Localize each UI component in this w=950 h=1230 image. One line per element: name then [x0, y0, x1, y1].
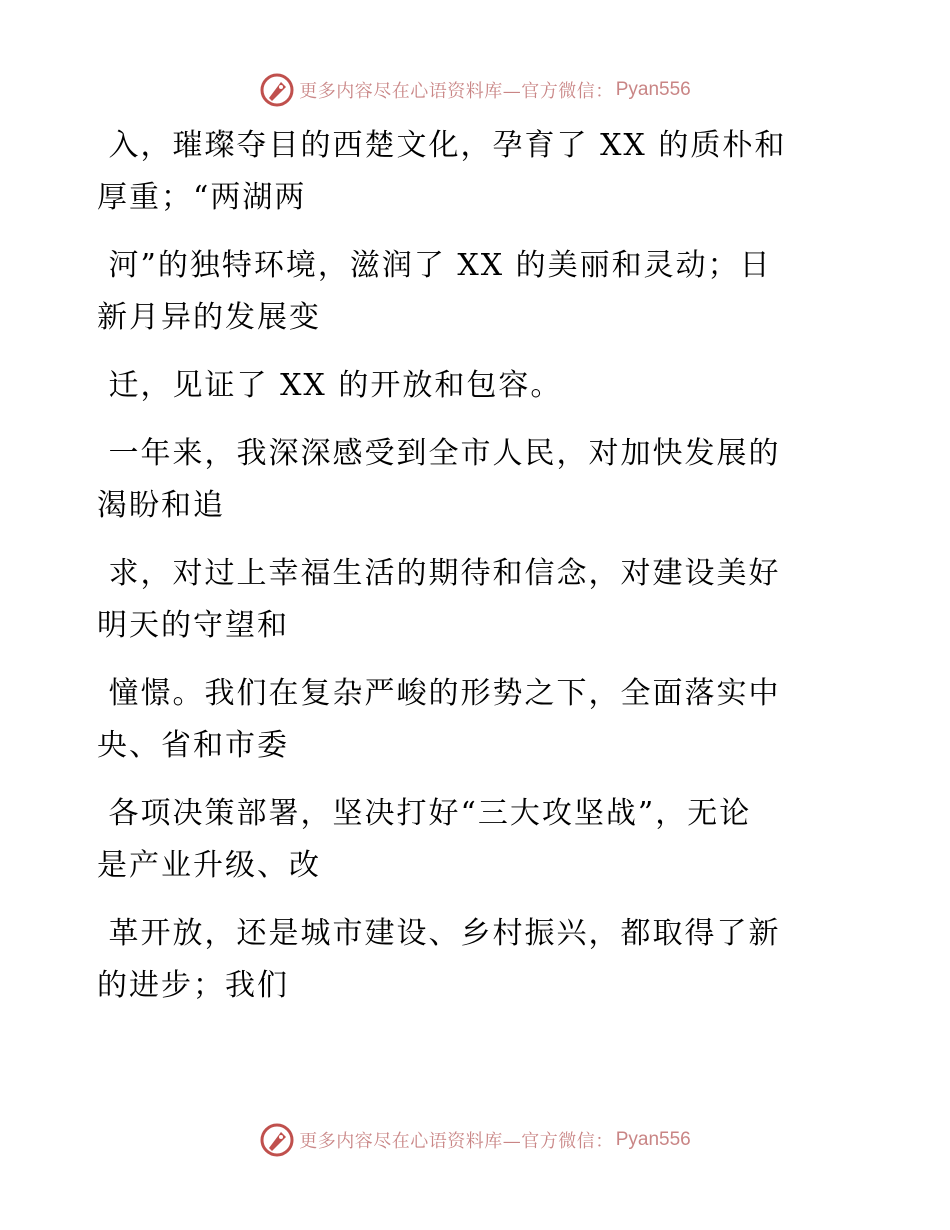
text-line: 央、省和市委	[97, 728, 289, 763]
pen-nib-logo-icon	[259, 1122, 295, 1158]
paragraph	[97, 668, 837, 772]
paragraph	[97, 788, 837, 892]
text-line: 的进步；我们	[97, 968, 289, 1003]
paragraph	[97, 428, 837, 532]
text-line: 明天的守望和	[97, 608, 289, 643]
paragraph	[97, 360, 837, 412]
text-line: 憧憬。我们在复杂严峻的形势之下，全面落实中	[97, 676, 781, 711]
text-line: 求，对过上幸福生活的期待和信念，对建设美好	[97, 556, 781, 591]
footer-watermark	[0, 1120, 950, 1160]
text-line: 厚重；“两湖两	[97, 180, 307, 215]
pen-nib-logo-icon	[259, 72, 295, 108]
text-line: 河”的独特环境，滋润了 XX 的美丽和灵动；日	[97, 248, 772, 283]
text-line: 革开放，还是城市建设、乡村振兴，都取得了新	[97, 916, 781, 951]
watermark-text: 更多内容尽在心语资料库—官方微信：	[299, 81, 614, 102]
paragraph	[97, 908, 837, 1012]
watermark-id: Pyan556	[615, 79, 691, 100]
text-line: 渴盼和追	[97, 488, 225, 523]
watermark-id: Pyan556	[615, 1129, 691, 1150]
paragraph	[97, 120, 837, 224]
text-line: 新月异的发展变	[97, 300, 321, 335]
text-line: 各项决策部署，坚决打好“三大攻坚战”，无论	[97, 796, 752, 831]
text-line: 是产业升级、改	[97, 848, 321, 883]
paragraph	[97, 548, 837, 652]
text-line: 迁，见证了 XX 的开放和包容。	[97, 368, 563, 403]
text-line: 一年来，我深深感受到全市人民，对加快发展的	[97, 436, 781, 471]
watermark-text: 更多内容尽在心语资料库—官方微信：	[299, 1131, 614, 1152]
paragraph	[97, 240, 837, 344]
document-body	[97, 120, 837, 1012]
text-line: 入，璀璨夺目的西楚文化，孕育了 XX 的质朴和	[97, 128, 787, 163]
header-watermark	[0, 70, 950, 110]
